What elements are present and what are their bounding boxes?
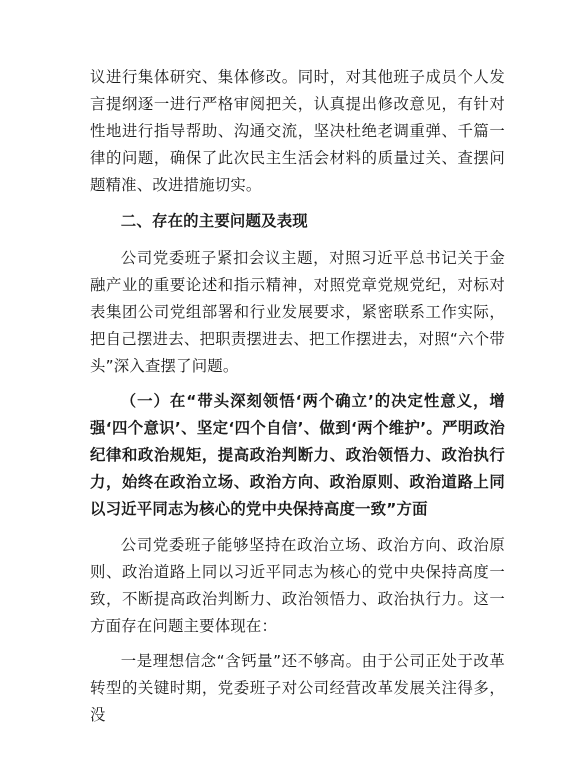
paragraph-problem-overview: 公司党委班子紧扣会议主题，对照习近平总书记关于金融产业的重要论述和指示精神，对照党章党规党纪，对标对表集团公司党组部署和行业发展要求，紧密联系工作实际，把自己摆进去、把职责摆进去、把工作摆进去，对照“六个带头”深入查摆了问题。 (90, 248, 505, 375)
paragraph-political-alignment-summary: 公司党委班子能够坚持在政治立场、政治方向、政治原则、政治道路上同以习近平同志为核心的党中央保持高度一致，不断提高政治判断力、政治领悟力、政治执行力。这一方面存在问题主要体现在： (90, 535, 505, 635)
paragraph-ideals-beliefs-issue: 一是理想信念“含钙量”还不够高。由于公司正处于改革转型的关键时期，党委班子对公司经营改革发展关注得多，没 (90, 651, 505, 725)
document-page (90, 64, 505, 729)
section-heading-main-problems: 二、存在的主要问题及表现 (120, 212, 308, 231)
subsection-heading-political-alignment: （一）在“带头深刻领悟‘两个确立’的决定性意义，增强‘四个意识’、坚定‘四个自信’、做到‘两个维护’。严明政治纪律和政治规矩，提高政治判断力、政治领悟力、政治执行力，始终在政治立场、政治方向、政治原则、政治道路上同以习近平同志为核心的党中央保持高度一致”方面 (90, 392, 505, 519)
paragraph-review-process: 议进行集体研究、集体修改。同时，对其他班子成员个人发言提纲逐一进行严格审阅把关，认真提出修改意见，有针对性地进行指导帮助、沟通交流，坚决杜绝老调重弹、千篇一律的问题，确保了此次民主生活会材料的质量过关、查摆问题精准、改进措施切实。 (90, 68, 505, 195)
